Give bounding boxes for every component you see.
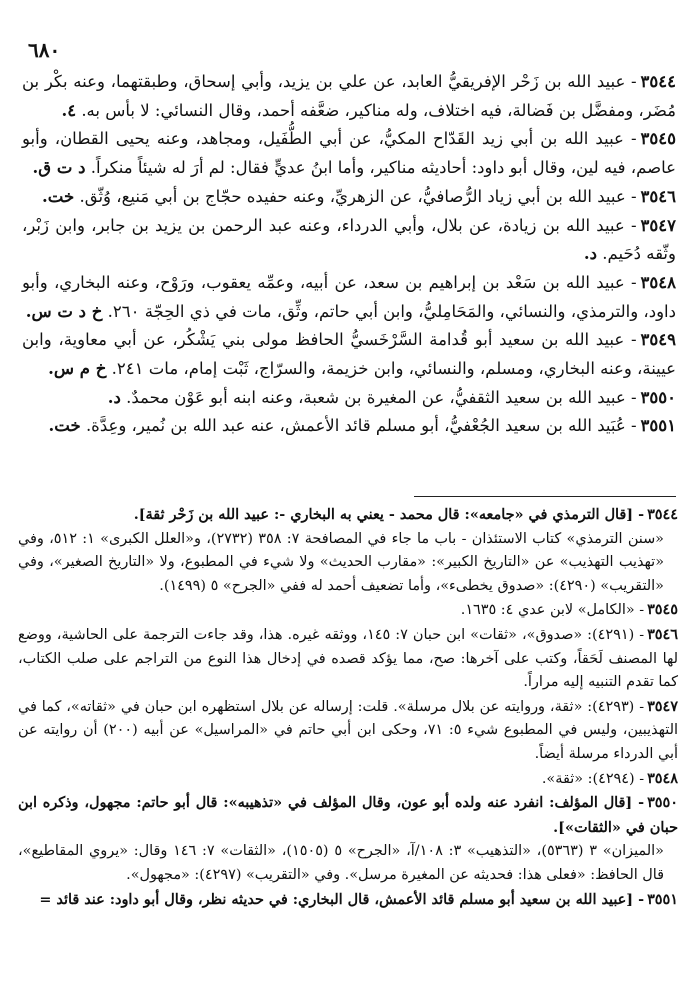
entry-text: - عبيد الله بن سعيد الثقفيُّ، عن المغيرة بن شعبة، وعنه ابنه أبو عَوْن محمدٌ. bbox=[126, 387, 637, 407]
entry-number: ٣٥٤٨ bbox=[640, 272, 676, 292]
footnote-text: «سنن الترمذي» كتاب الاستئذان - باب ما جاء في المصافحة ٧: ٣٥٨ (٢٧٣٢)، و«العلل الكبرى» ١: ٥١٢، وفي «تهذيب التهذيب» عن «التاريخ الكبير»: «مقارب الحديث» ولا شيء في المطبوع، ولا «التاريخ الصغير»، وفي «التقريب» (٤٢٩٠): «صدوق يخطىء»، وأما تضعيف أحمد له ففي «الجرح» ٥ (١٤٩٩). bbox=[18, 530, 664, 594]
entry-symbols: ٤. bbox=[61, 100, 77, 120]
entry bbox=[22, 125, 676, 182]
entry-symbols: خت. bbox=[48, 416, 81, 436]
footnote bbox=[18, 888, 678, 913]
main-text bbox=[22, 68, 676, 441]
entry-text: - عبيد الله بن أبي زيد القَدّاح المكيُّ، عن أبي الطُّفَيل، ومجاهد، وعنه يحيى القطان، وأبو عاصم، فيه لين، وقال أبو داود: أحاديثه مناكير، وأما ابنُ عديٍّ فقال: لم أرَ له شيئاً منكراً. bbox=[22, 129, 676, 178]
footnote-text: «الميزان» ٣ (٥٣٦٣)، «التذهيب» ٣: ١٠٨/آ، «الجرح» ٥ (١٥٠٥)، «الثقات» ٧: ١٤٦ وقال: «يروي المقاطيع»، قال الحافظ: «فعلى هذا: فحديثه عن المغيرة مرسل». وفي «التقريب» (٤٢٩٧): «مجهول». bbox=[18, 843, 664, 883]
entry-number: ٣٥٥٠ bbox=[640, 387, 676, 407]
footnote bbox=[18, 623, 678, 695]
footnote bbox=[18, 503, 678, 598]
entry bbox=[22, 212, 676, 269]
footnote-text: - (٤٢٩١): «صدوق»، «ثقات» ابن حبان ٧: ١٤٥، ووثقه غيره. هذا، وقد جاءت الترجمة على الحاشية، ووضع لها المصنف لَحَقاً، وكتب على آخرها: صح، مما يؤكد قصده في إدخال هذا النوع من التراجم على صلب الكتاب، كما تقدم التنبيه إليه مراراً. bbox=[18, 626, 678, 691]
entry-symbols: خ م س. bbox=[48, 359, 107, 379]
footnote-number: ٣٥٤٧ bbox=[647, 697, 678, 715]
footnote-number: ٣٥٤٤ bbox=[647, 506, 678, 523]
entry-text: - عبيد الله بن زَحْر الإفريقيُّ العابد، عن علي بن يزيد، وأبي إسحاق، وطبقتهما، وعنه بكْر بن مُضَر، ومفضَّل بن فَضالة، فيه اختلاف، وله مناكير، ضعَّفه أحمد، وقال النسائي: لا بأس به. bbox=[22, 72, 676, 120]
footnote-quote: - [قال المؤلف: انفرد عنه ولده أبو عون، وقال المؤلف في «تذهيبه»: قال أبو حاتم: مجهول، وذكره ابن حبان في «الثقات»]. bbox=[18, 794, 678, 836]
footnotes bbox=[18, 503, 678, 912]
entry-number: ٣٥٤٧ bbox=[640, 215, 676, 235]
footnote-text: - (٤٢٩٣): «ثقة، وروايته عن بلال مرسلة». قلت: إرساله عن بلال استظهره ابن حبان في «ثقاته»، كما في التهذيبين، وليس في المطبوع شيء ٥: ٧١، وحكى ابن أبي حاتم في «المراسيل» عن أبيه (٢٠٠) أن روايته عن أبي الدرداء مرسلة أيضاً. bbox=[18, 698, 678, 762]
footnote bbox=[18, 695, 678, 767]
entry-text: - عبيد الله بن سَعْد بن إبراهيم بن سعد، عن أبيه، وعمِّه يعقوب، ورَوْح، وعنه البخاري، وأبو داود، والترمذي، والنسائي، والمَحَامِليُّ، وابن أبي حاتم، وثِّق، مات في ذي الحِجّة ٢٦٠. bbox=[22, 272, 676, 321]
entry-text: - عُبَيد الله بن سعيد الجُعْفيُّ، أبو مسلم قائد الأعمش، عنه عبد الله بن نُمير، وعِدَّة. bbox=[85, 416, 637, 436]
entry-symbols: خت. bbox=[42, 186, 75, 206]
entry-number: ٣٥٤٦ bbox=[640, 186, 676, 206]
footnote-number: ٣٥٤٥ bbox=[647, 601, 678, 619]
entry-number: ٣٥٥١ bbox=[640, 416, 676, 436]
footnote bbox=[18, 767, 678, 792]
entry bbox=[22, 384, 676, 413]
footnote bbox=[18, 598, 678, 623]
footnote-quote: - [عبيد الله بن سعيد أبو مسلم قائد الأعمش، قال البخاري: في حديثه نظر، وقال أبو داود: عند قائد = bbox=[39, 890, 645, 908]
footnote-text: - (٤٢٩٤): «ثقة». bbox=[541, 770, 645, 787]
entry-number: ٣٥٤٤ bbox=[640, 72, 676, 91]
footnote-text: - «الكامل» لابن عدي ٤: ١٦٣٥. bbox=[460, 602, 645, 619]
entry-text: - عبيد الله بن سعيد أبو قُدامة السَّرْخَسيُّ الحافظ مولى بني يَشْكُر، عن أبي معاوية، وابن عيينة، وعنه البخاري، ومسلم، والنسائي، وابن خزيمة، والسرّاج، ثَبْت إمام، مات ٢٤١. bbox=[22, 330, 676, 379]
entry bbox=[22, 412, 676, 441]
entry-symbols: د ت ق. bbox=[32, 158, 86, 178]
footnote-divider bbox=[414, 496, 676, 497]
entry-text: - عبيد الله بن زيادة، عن بلال، وأبي الدرداء، وعنه عبد الرحمن بن يزيد بن جابر، وابن زَبْر، وثّقه دُحَيم. bbox=[22, 215, 676, 264]
footnote-number: ٣٥٥١ bbox=[647, 890, 678, 908]
page-number: ٦٨٠ bbox=[28, 38, 61, 62]
footnote-number: ٣٥٤٨ bbox=[647, 769, 678, 787]
entry-symbols: د. bbox=[583, 244, 597, 264]
footnote-quote: - [قال الترمذي في «جامعه»: قال محمد - يعني به البخاري -: عبيد الله بن زَحْر ثقة]. bbox=[133, 506, 645, 523]
footnote bbox=[18, 791, 678, 887]
entry-text: - عبيد الله بن أبي زياد الرُّصافيُّ، عن الزهريِّ، وعنه حفيده حجّاج بن أبي مَنيع، وُثّق. bbox=[79, 186, 637, 206]
entry bbox=[22, 326, 676, 383]
entry-symbols: خ د ت س. bbox=[25, 301, 103, 321]
footnote-number: ٣٥٤٦ bbox=[647, 625, 678, 643]
entry-number: ٣٥٤٩ bbox=[640, 330, 676, 350]
entry bbox=[22, 68, 676, 125]
footnote-number: ٣٥٥٠ bbox=[647, 794, 678, 812]
entry bbox=[22, 183, 676, 212]
entry-symbols: د. bbox=[107, 387, 121, 407]
entry-number: ٣٥٤٥ bbox=[640, 129, 676, 149]
entry bbox=[22, 269, 676, 326]
